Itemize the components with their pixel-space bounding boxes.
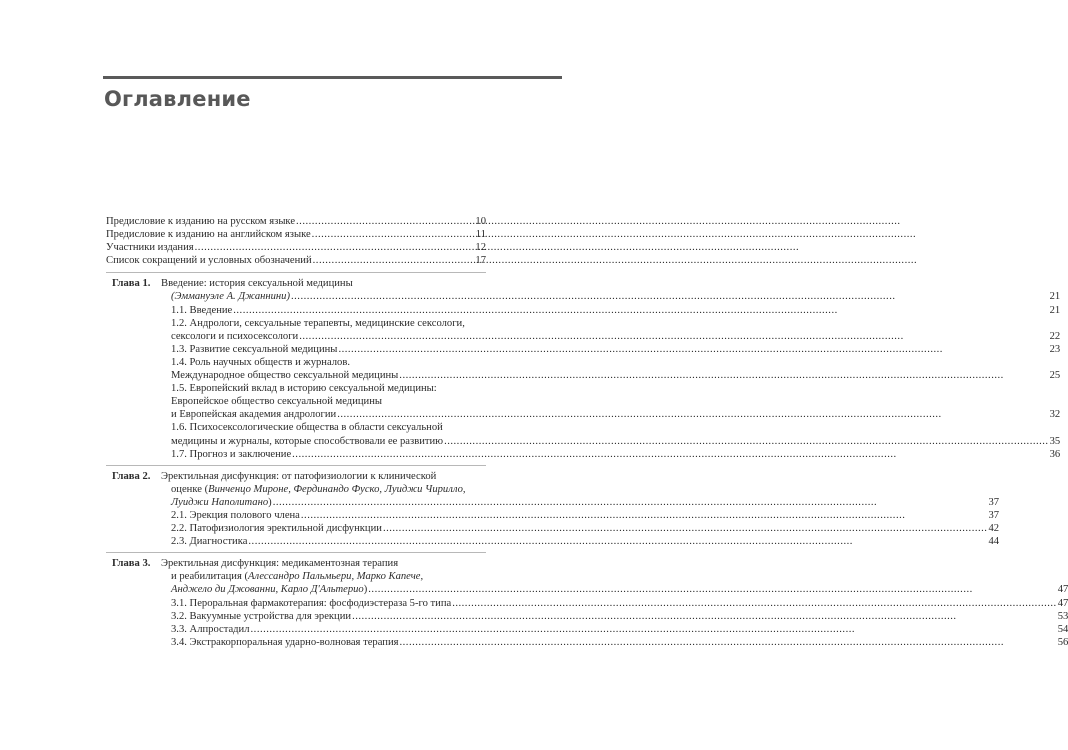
chapter-1 [106, 277, 1061, 460]
chapter-authors[interactable]: Луиджи Наполитано) ..... 37 [161, 496, 999, 509]
chapter-authors[interactable]: (Эммануэле А. Джаннини) ..... 21 [161, 290, 1060, 303]
toc-subentry-cont[interactable]: и Европейская академия андрологии ..... 32 [161, 408, 1060, 421]
toc-subentry[interactable]: 1.3. Развитие сексуальной медицины ..... 23 [161, 343, 1060, 356]
page-number: 53 [1057, 610, 1068, 622]
page-number: 47 [1057, 597, 1068, 609]
page-number: 32 [1049, 409, 1061, 421]
chapter-title-cont[interactable]: оценке ( Винченцо Мироне, Фердинандо Фуско, Луиджи Чирилло, [171, 483, 466, 495]
toc-subentry[interactable]: 3.1. Пероральная фармакотерапия: фосфодиэстераза 5-го типа ..... 47 [161, 597, 1068, 610]
page-number: 47 [1057, 584, 1068, 596]
page-number: 25 [1049, 370, 1061, 382]
page-number: 11 [475, 229, 486, 241]
entry-title: Предисловие к изданию на русском языке [106, 216, 296, 227]
chapter-divider [106, 552, 486, 553]
page-number: 17 [475, 255, 486, 267]
toc-subentry[interactable]: 2.1. Эрекция полового члена ..... 37 [161, 509, 999, 522]
leader-dots [451, 597, 1058, 610]
entry-title: Предисловие к изданию на английском языке [106, 229, 311, 241]
leader-dots [382, 522, 989, 535]
chapter-label: Глава 2. [112, 470, 151, 482]
leader-dots [351, 610, 1058, 623]
chapter-authors[interactable]: Анджело ди Джованни, Карло Д'Альтерио) ..... 47 [161, 583, 1068, 596]
chapter-divider [106, 272, 486, 273]
page-number: 37 [988, 509, 1000, 521]
toc-subentry[interactable]: 3.2. Вакуумные устройства для эрекции ..... 53 [161, 610, 1068, 623]
page-number: 44 [988, 536, 1000, 548]
toc-subentry[interactable]: 1.4. Роль научных обществ и журналов. [171, 356, 351, 368]
leader-dots [312, 254, 476, 267]
page-number: 35 [1049, 435, 1061, 447]
toc-subentry[interactable]: 1.7. Прогноз и заключение ..... 36 [161, 448, 1060, 461]
chapter-divider [106, 465, 486, 466]
page-number: 42 [988, 523, 1000, 535]
toc-subentry[interactable]: 1.6. Психосексологические общества в области сексуальной [171, 422, 443, 434]
page-number: 21 [1049, 291, 1061, 303]
leader-dots [194, 241, 476, 254]
leader-dots [336, 408, 1049, 421]
leader-dots [250, 623, 1058, 636]
chapter-3 [106, 557, 1068, 649]
entry-title: Список сокращений и условных обозначений [106, 255, 312, 267]
chapter-title-cont[interactable]: и реабилитация ( Алессандро Пальмьери, Марко Капече, [171, 571, 424, 583]
chapter-title[interactable]: Эректильная дисфункция: медикаментозная терапия [161, 558, 399, 570]
page-number: 54 [1057, 623, 1068, 635]
toc-subentry-cont[interactable]: сексологи и психосексологи ..... 22 [161, 330, 1060, 343]
page-number: 21 [1049, 304, 1061, 316]
toc-subentry[interactable]: 2.2. Патофизиология эректильной дисфункции ..... 42 [161, 522, 999, 535]
leader-dots [290, 290, 1050, 303]
page-number: 37 [988, 496, 1000, 508]
leader-dots [399, 636, 1058, 649]
page-number: 23 [1049, 343, 1061, 355]
toc-subentry[interactable]: 1.1. Введение ..... 21 [161, 304, 1060, 317]
toc-entry[interactable] [106, 254, 486, 267]
leader-dots [398, 369, 1049, 382]
page-number: 10 [475, 216, 486, 227]
leader-dots [291, 448, 1049, 461]
page-number: 22 [1049, 330, 1061, 342]
chapter-title[interactable]: Эректильная дисфункция: от патофизиологии к клинической [161, 470, 437, 482]
leader-dots [443, 435, 1050, 448]
toc-entry[interactable] [106, 215, 486, 228]
chapter-title[interactable]: Введение: история сексуальной медицины [161, 278, 353, 290]
toc-subentry-cont[interactable]: Европейское общество сексуальной медицины [171, 396, 382, 408]
entry-title: Участники издания [106, 242, 194, 254]
leader-dots [337, 343, 1049, 356]
top-rule [103, 76, 562, 79]
toc-entry[interactable] [106, 228, 486, 241]
chapter-label: Глава 3. [112, 558, 151, 570]
chapter-label: Глава 1. [112, 278, 151, 290]
page-number: 36 [1049, 448, 1061, 460]
toc-entry[interactable] [106, 241, 486, 254]
leader-dots [311, 228, 476, 241]
page-number: 56 [1057, 636, 1068, 648]
table-of-contents [106, 215, 1068, 649]
chapter-2 [106, 470, 1000, 549]
leader-dots [295, 215, 475, 228]
page-title: Оглавление [104, 87, 251, 111]
toc-subentry[interactable]: 3.4. Экстракорпоральная ударно-волновая терапия ..... 56 [161, 636, 1068, 649]
leader-dots [232, 304, 1049, 317]
toc-subentry[interactable]: 1.2. Андрологи, сексуальные терапевты, медицинские сексологи, [171, 317, 465, 329]
toc-subentry-cont[interactable]: Международное общество сексуальной медицины ..... 25 [161, 369, 1060, 382]
page-number: 12 [475, 242, 486, 254]
leader-dots [300, 509, 989, 522]
leader-dots [247, 535, 988, 548]
leader-dots [272, 496, 989, 509]
toc-subentry-cont[interactable]: медицины и журналы, которые способствовали ее развитию ..... 35 [161, 435, 1060, 448]
leader-dots [298, 330, 1049, 343]
toc-subentry[interactable]: 3.3. Алпростадил ..... 54 [161, 623, 1068, 636]
leader-dots [367, 583, 1057, 596]
toc-subentry[interactable]: 2.3. Диагностика ..... 44 [161, 535, 999, 548]
toc-subentry[interactable]: 1.5. Европейский вклад в историю сексуальной медицины: [171, 383, 437, 395]
